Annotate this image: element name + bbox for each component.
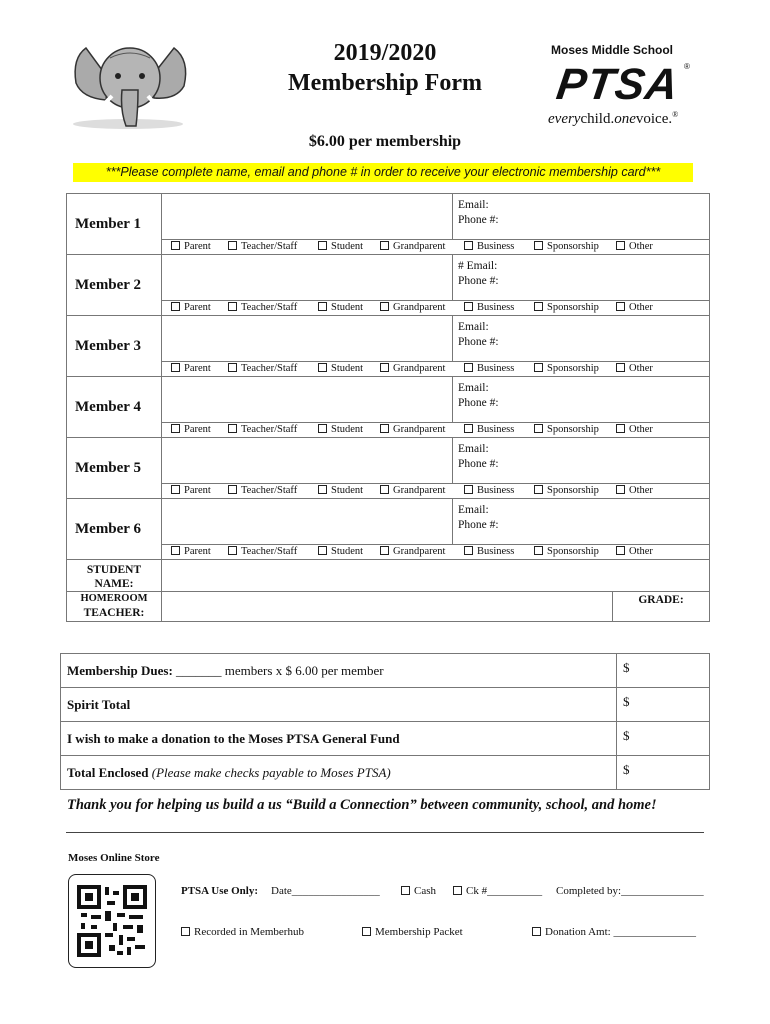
- checkbox-icon: [401, 886, 410, 895]
- role-checkbox-student[interactable]: [318, 362, 363, 376]
- dues-label: Membership Dues: _______ members x $ 6.00 per member: [61, 654, 617, 688]
- student-name-label: STUDENT NAME:: [67, 560, 162, 592]
- role-checkbox-teacher-staff[interactable]: [228, 484, 297, 498]
- role-checkbox-grandparent[interactable]: [380, 362, 445, 376]
- checkbox-icon: [534, 302, 543, 311]
- checkbox-icon: [380, 424, 389, 433]
- member-contact-field[interactable]: [453, 194, 710, 240]
- checkbox-icon: [171, 546, 180, 555]
- member-phone-label: Phone #:: [458, 214, 499, 226]
- checkbox-icon: [228, 363, 237, 372]
- dues-amount-field[interactable]: $: [617, 756, 710, 790]
- role-checkbox-business[interactable]: [464, 362, 514, 376]
- member-label: Member 5: [67, 438, 162, 499]
- role-label: Business: [477, 546, 515, 557]
- checkbox-icon: [464, 546, 473, 555]
- role-label: Teacher/Staff: [241, 546, 298, 557]
- role-checkbox-grandparent[interactable]: [380, 545, 445, 559]
- member-label: Member 2: [67, 255, 162, 316]
- office-completed-by-field[interactable]: Completed by:_______________: [556, 885, 704, 897]
- members-table: [66, 193, 710, 622]
- checkbox-icon: [464, 302, 473, 311]
- instruction-banner: ***Please complete name, email and phone # in order to receive your electronic membership card***: [73, 163, 693, 182]
- checkbox-icon: [362, 927, 371, 936]
- role-label: Parent: [184, 485, 211, 496]
- member-name-field[interactable]: [162, 377, 453, 423]
- role-label: Grandparent: [393, 485, 446, 496]
- role-label: Student: [331, 363, 364, 374]
- checkbox-icon: [228, 546, 237, 555]
- member-role-options: [162, 423, 710, 438]
- member-phone-label: Phone #:: [458, 519, 499, 531]
- role-checkbox-student[interactable]: [318, 240, 363, 254]
- role-label: Business: [477, 424, 515, 435]
- online-store-label: Moses Online Store: [68, 852, 160, 864]
- role-label: Grandparent: [393, 302, 446, 313]
- office-date-field[interactable]: Date________________: [271, 885, 380, 897]
- role-label: Business: [477, 241, 515, 252]
- checkbox-icon: [380, 241, 389, 250]
- role-checkbox-student[interactable]: [318, 484, 363, 498]
- role-checkbox-sponsorship[interactable]: [534, 545, 599, 559]
- role-checkbox-other[interactable]: [616, 240, 653, 254]
- checkbox-icon: [171, 485, 180, 494]
- role-checkbox-parent[interactable]: [171, 301, 211, 315]
- member-role-options: [162, 545, 710, 560]
- checkbox-icon: [318, 241, 327, 250]
- member-name-field[interactable]: [162, 255, 453, 301]
- member-label: Member 6: [67, 499, 162, 560]
- checkbox-icon: [534, 546, 543, 555]
- member-email-label: Email:: [458, 321, 489, 333]
- qr-code[interactable]: [68, 874, 156, 968]
- ptsa-use-only-label: PTSA Use Only:: [181, 885, 259, 897]
- checkbox-icon: [318, 485, 327, 494]
- member-contact-field[interactable]: [453, 499, 710, 545]
- member-role-options: [162, 301, 710, 316]
- checkbox-icon: [534, 424, 543, 433]
- office-cash-checkbox[interactable]: Cash: [401, 885, 436, 897]
- member-role-options: [162, 240, 710, 255]
- member-phone-label: Phone #:: [458, 458, 499, 470]
- role-checkbox-parent[interactable]: [171, 240, 211, 254]
- checkbox-icon: [318, 424, 327, 433]
- role-checkbox-sponsorship[interactable]: [534, 362, 599, 376]
- role-checkbox-parent[interactable]: [171, 362, 211, 376]
- checkbox-icon: [380, 546, 389, 555]
- checkbox-icon: [534, 485, 543, 494]
- role-label: Teacher/Staff: [241, 424, 298, 435]
- member-email-label: Email:: [458, 199, 489, 211]
- role-label: Other: [629, 546, 653, 557]
- checkbox-icon: [171, 241, 180, 250]
- checkbox-icon: [228, 241, 237, 250]
- checkbox-icon: [616, 546, 625, 555]
- role-label: Sponsorship: [547, 424, 599, 435]
- dues-label: Spirit Total: [61, 688, 617, 722]
- role-label: Business: [477, 485, 515, 496]
- role-label: Student: [331, 302, 364, 313]
- checkbox-icon: [380, 485, 389, 494]
- member-contact-field[interactable]: [453, 255, 710, 301]
- member-row: [67, 438, 710, 484]
- dues-label: I wish to make a donation to the Moses PTSA General Fund: [61, 722, 617, 756]
- homeroom-teacher-field[interactable]: [162, 592, 613, 622]
- checkbox-icon: [318, 363, 327, 372]
- member-phone-label: Phone #:: [458, 275, 499, 287]
- role-label: Grandparent: [393, 546, 446, 557]
- role-label: Other: [629, 241, 653, 252]
- grade-field[interactable]: GRADE:: [613, 592, 710, 622]
- checkbox-icon: [616, 302, 625, 311]
- role-label: Other: [629, 485, 653, 496]
- role-checkbox-business[interactable]: [464, 423, 514, 437]
- role-checkbox-other[interactable]: [616, 484, 653, 498]
- member-phone-label: Phone #:: [458, 397, 499, 409]
- member-name-field[interactable]: [162, 194, 453, 240]
- role-checkbox-teacher-staff[interactable]: [228, 423, 297, 437]
- role-label: Other: [629, 424, 653, 435]
- role-checkbox-grandparent[interactable]: [380, 301, 445, 315]
- role-checkbox-grandparent[interactable]: [380, 484, 445, 498]
- member-contact-field[interactable]: [453, 377, 710, 423]
- role-checkbox-sponsorship[interactable]: [534, 423, 599, 437]
- role-label: Student: [331, 546, 364, 557]
- role-label: Sponsorship: [547, 363, 599, 374]
- role-checkbox-sponsorship[interactable]: [534, 484, 599, 498]
- checkbox-icon: [464, 363, 473, 372]
- member-contact-field[interactable]: [453, 438, 710, 484]
- checkbox-icon: [616, 363, 625, 372]
- role-checkbox-other[interactable]: [616, 423, 653, 437]
- thank-you-message: Thank you for helping us build a us “Build a Connection” between community, school, and home!: [67, 797, 657, 813]
- role-label: Parent: [184, 302, 211, 313]
- role-label: Grandparent: [393, 424, 446, 435]
- role-label: Business: [477, 302, 515, 313]
- role-label: Sponsorship: [547, 241, 599, 252]
- role-checkbox-other[interactable]: [616, 301, 653, 315]
- office-packet-checkbox[interactable]: Membership Packet: [362, 926, 463, 938]
- role-checkbox-business[interactable]: [464, 484, 514, 498]
- role-label: Sponsorship: [547, 302, 599, 313]
- checkbox-icon: [534, 363, 543, 372]
- checkbox-icon: [380, 302, 389, 311]
- role-label: Business: [477, 363, 515, 374]
- role-checkbox-teacher-staff[interactable]: [228, 301, 297, 315]
- checkbox-icon: [228, 302, 237, 311]
- form-title: Membership Form: [288, 70, 482, 96]
- role-checkbox-other[interactable]: [616, 362, 653, 376]
- divider-line: [66, 832, 704, 833]
- role-checkbox-business[interactable]: [464, 301, 514, 315]
- form-year: 2019/2020: [333, 40, 437, 66]
- member-label: Member 1: [67, 194, 162, 255]
- role-label: Student: [331, 241, 364, 252]
- checkbox-icon: [464, 241, 473, 250]
- role-checkbox-parent[interactable]: [171, 423, 211, 437]
- dues-row: [61, 722, 710, 756]
- role-label: Parent: [184, 546, 211, 557]
- dues-amount-field[interactable]: $: [617, 688, 710, 722]
- role-checkbox-teacher-staff[interactable]: [228, 545, 297, 559]
- role-label: Other: [629, 363, 653, 374]
- checkbox-icon: [181, 927, 190, 936]
- member-name-field[interactable]: [162, 316, 453, 362]
- role-checkbox-parent[interactable]: [171, 545, 211, 559]
- member-row: [67, 194, 710, 240]
- member-role-options: [162, 362, 710, 377]
- role-checkbox-student[interactable]: [318, 545, 363, 559]
- role-checkbox-student[interactable]: [318, 423, 363, 437]
- checkbox-icon: [318, 302, 327, 311]
- member-name-field[interactable]: [162, 499, 453, 545]
- checkbox-icon: [228, 485, 237, 494]
- checkbox-icon: [616, 424, 625, 433]
- role-label: Sponsorship: [547, 546, 599, 557]
- role-checkbox-student[interactable]: [318, 301, 363, 315]
- office-check-field[interactable]: Ck #__________: [453, 885, 542, 897]
- dues-label: Total Enclosed (Please make checks payable to Moses PTSA): [61, 756, 617, 790]
- role-checkbox-teacher-staff[interactable]: [228, 362, 297, 376]
- role-label: Teacher/Staff: [241, 241, 298, 252]
- dues-amount-field[interactable]: $: [617, 722, 710, 756]
- school-name: Moses Middle School: [551, 43, 674, 57]
- checkbox-icon: [453, 886, 462, 895]
- checkbox-icon: [464, 485, 473, 494]
- role-label: Sponsorship: [547, 485, 599, 496]
- membership-price: $6.00 per membership: [308, 133, 462, 150]
- member-role-options: [162, 484, 710, 499]
- member-row: [67, 255, 710, 301]
- role-label: Student: [331, 424, 364, 435]
- role-label: Student: [331, 485, 364, 496]
- ptsa-logo: PTSA: [553, 60, 682, 109]
- role-label: Teacher/Staff: [241, 302, 298, 313]
- member-label: Member 4: [67, 377, 162, 438]
- checkbox-icon: [318, 546, 327, 555]
- role-label: Parent: [184, 363, 211, 374]
- member-email-label: Email:: [458, 382, 489, 394]
- student-name-field[interactable]: [162, 560, 710, 592]
- role-label: Parent: [184, 241, 211, 252]
- role-checkbox-grandparent[interactable]: [380, 423, 445, 437]
- role-checkbox-business[interactable]: [464, 545, 514, 559]
- role-label: Grandparent: [393, 241, 446, 252]
- role-checkbox-teacher-staff[interactable]: [228, 240, 297, 254]
- role-checkbox-parent[interactable]: [171, 484, 211, 498]
- dues-amount-field[interactable]: $: [617, 654, 710, 688]
- role-label: Other: [629, 302, 653, 313]
- role-label: Teacher/Staff: [241, 363, 298, 374]
- member-contact-field[interactable]: [453, 316, 710, 362]
- checkbox-icon: [228, 424, 237, 433]
- role-label: Parent: [184, 424, 211, 435]
- member-row: [67, 316, 710, 362]
- ptsa-registered-mark: ®: [684, 62, 690, 71]
- dues-row: [61, 654, 710, 688]
- checkbox-icon: [171, 424, 180, 433]
- dues-row: [61, 688, 710, 722]
- homeroom-teacher-label: HOMEROOM TEACHER:: [67, 592, 162, 622]
- checkbox-icon: [532, 927, 541, 936]
- member-email-label: # Email:: [458, 260, 498, 272]
- role-checkbox-sponsorship[interactable]: [534, 240, 599, 254]
- role-checkbox-business[interactable]: [464, 240, 514, 254]
- role-checkbox-other[interactable]: [616, 545, 653, 559]
- role-checkbox-sponsorship[interactable]: [534, 301, 599, 315]
- qr-code-icon: [69, 875, 155, 967]
- checkbox-icon: [616, 485, 625, 494]
- member-email-label: Email:: [458, 443, 489, 455]
- office-recorded-checkbox[interactable]: Recorded in Memberhub: [181, 926, 304, 938]
- role-checkbox-grandparent[interactable]: [380, 240, 445, 254]
- member-email-label: Email:: [458, 504, 489, 516]
- member-name-field[interactable]: [162, 438, 453, 484]
- role-label: Grandparent: [393, 363, 446, 374]
- checkbox-icon: [380, 363, 389, 372]
- role-label: Teacher/Staff: [241, 485, 298, 496]
- dues-table: [60, 653, 710, 790]
- member-phone-label: Phone #:: [458, 336, 499, 348]
- checkbox-icon: [464, 424, 473, 433]
- checkbox-icon: [534, 241, 543, 250]
- checkbox-icon: [171, 302, 180, 311]
- office-donation-field[interactable]: Donation Amt: _______________: [532, 926, 696, 938]
- dues-row: [61, 756, 710, 790]
- ptsa-tagline: everychild.onevoice.®: [548, 110, 679, 127]
- member-label: Member 3: [67, 316, 162, 377]
- member-row: [67, 377, 710, 423]
- member-row: [67, 499, 710, 545]
- checkbox-icon: [171, 363, 180, 372]
- checkbox-icon: [616, 241, 625, 250]
